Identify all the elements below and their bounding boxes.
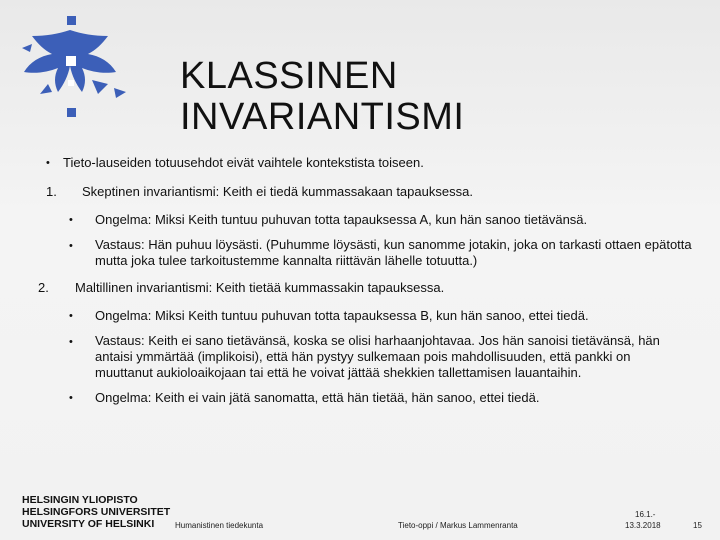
sub-item-text: Ongelma: Miksi Keith tuntuu puhuvan totta tapauksessa A, kun hän sanoo tietävänsä. bbox=[95, 212, 588, 227]
university-name-en: UNIVERSITY OF HELSINKI bbox=[22, 518, 155, 530]
bullet-marker: • bbox=[69, 240, 73, 252]
footer-faculty: Humanistinen tiedekunta bbox=[175, 521, 264, 530]
title-line-2: INVARIANTISMI bbox=[180, 96, 465, 138]
item-text: Skeptinen invariantismi: Keith ei tiedä kummassakaan tapauksessa. bbox=[82, 184, 473, 199]
title-line-1: KLASSINEN bbox=[180, 55, 398, 97]
university-name-fi: HELSINGIN YLIOPISTO bbox=[22, 494, 138, 506]
item-text: Maltillinen invariantismi: Keith tietää kummassakin tapauksessa. bbox=[75, 280, 445, 295]
item-number: 2. bbox=[38, 280, 49, 295]
footer-date-line-2: 13.3.2018 bbox=[625, 521, 661, 530]
bullet-marker: • bbox=[69, 310, 73, 322]
bullet-marker: • bbox=[69, 392, 73, 404]
sub-item-text: Vastaus: Keith ei sano tietävänsä, koska se olisi harhaanjohtavaa. Jos hän sanoisi tietävänsä, hän antaisi ymmärtää (implikoisi), että hän pystyy sulkemaan pois mahdollisuuden, että pankki on muuttanut aukioloaikojaan tai että he voivat jättää shekkien tallettamisen lauantaihin. bbox=[95, 333, 660, 380]
footer-date-line-1: 16.1.- bbox=[635, 510, 656, 519]
page-number: 15 bbox=[693, 521, 702, 530]
bullet-marker: • bbox=[69, 336, 73, 348]
sub-item-text: Ongelma: Miksi Keith tuntuu puhuvan totta tapauksessa B, kun hän sanoo, ettei tiedä. bbox=[95, 308, 589, 323]
bullet-marker: • bbox=[46, 157, 50, 169]
sub-item-text: Ongelma: Keith ei vain jätä sanomatta, että hän tietää, hän sanoo, ettei tiedä. bbox=[95, 390, 540, 405]
university-wordmark bbox=[22, 494, 170, 530]
university-name-sv: HELSINGFORS UNIVERSITET bbox=[22, 506, 171, 518]
intro-text: Tieto-lauseiden totuusehdot eivät vaihtele kontekstista toiseen. bbox=[63, 155, 424, 170]
sub-item-text: Vastaus: Hän puhuu löysästi. (Puhumme löysästi, kun sanomme jotakin, joka on tarkasti ottaen epätotta mutta joka tulee tarkoitustemme kannalta riittävän lähelle totuutta.) bbox=[95, 237, 692, 268]
bullet-marker: • bbox=[69, 214, 73, 226]
item-number: 1. bbox=[46, 184, 57, 199]
footer-course: Tieto-oppi / Markus Lammenranta bbox=[398, 521, 518, 530]
